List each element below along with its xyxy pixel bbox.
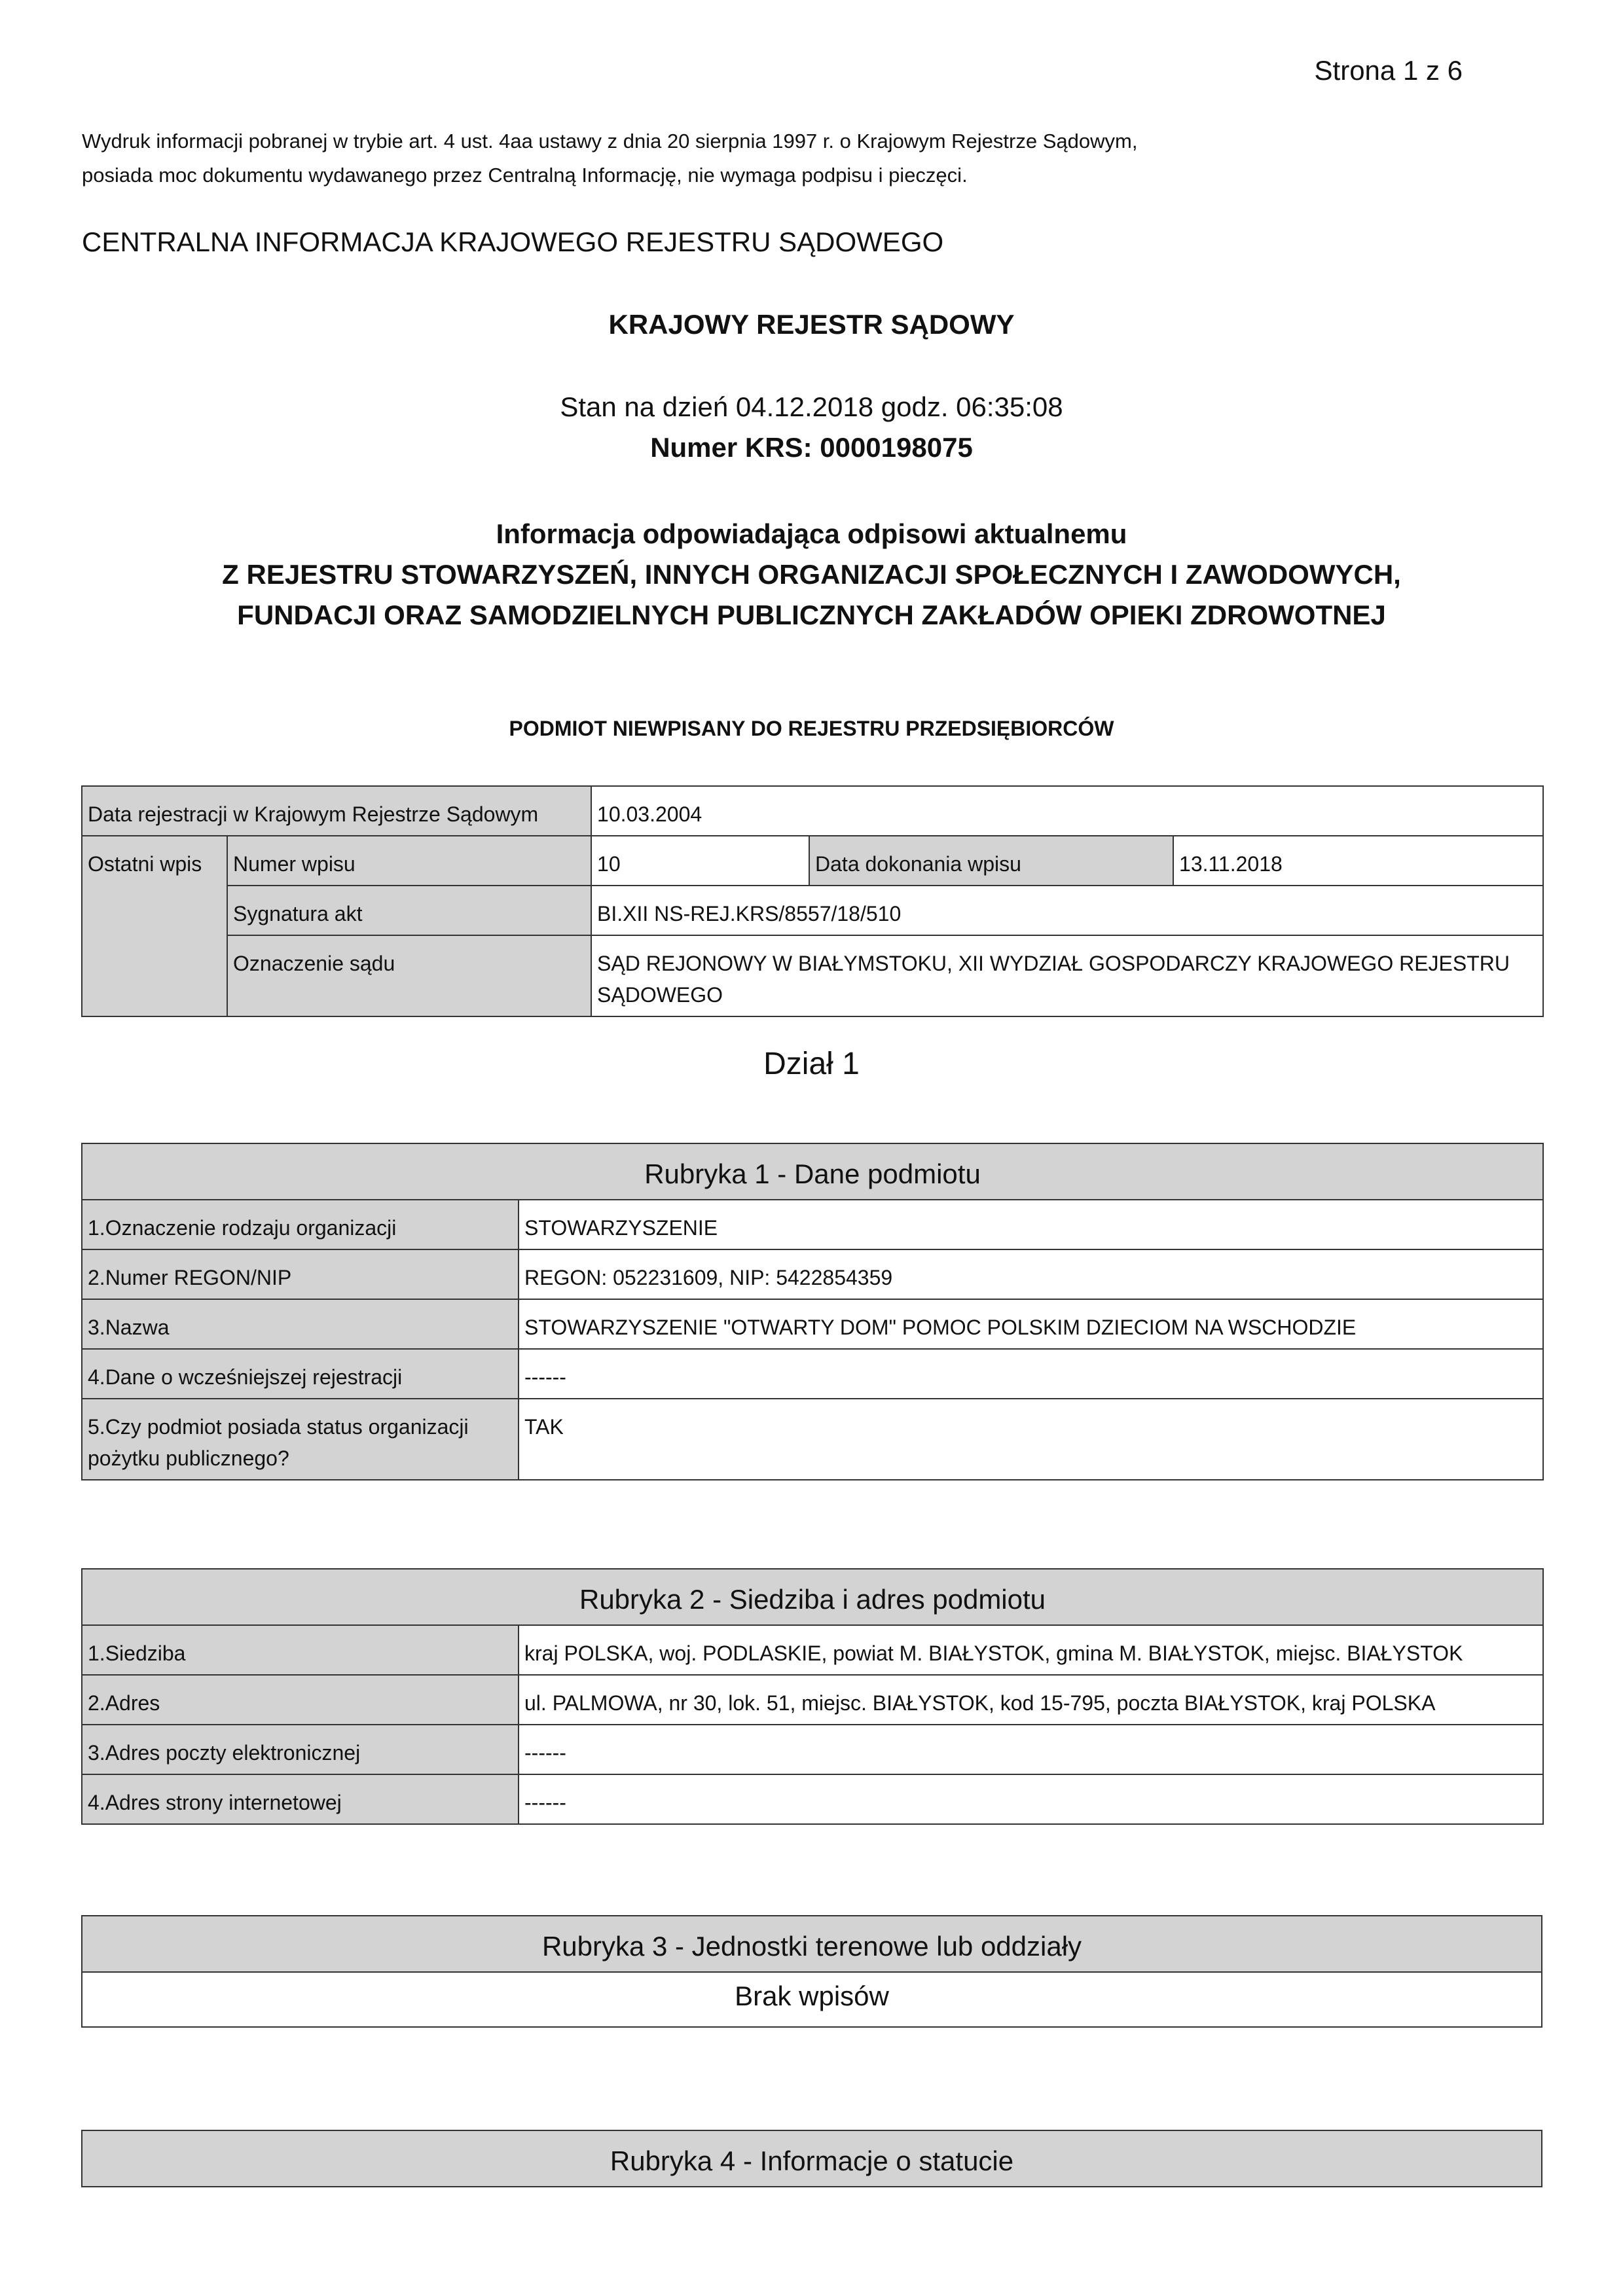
disclaimer [82, 124, 1137, 192]
row-label: 3.Nazwa [82, 1299, 519, 1349]
disclaimer-line-2: posiada moc dokumentu wydawanego przez Centralną Informację, nie wymaga podpisu i pieczęci. [82, 164, 968, 187]
table-header-row [82, 1569, 1543, 1625]
info-line-3: FUNDACJI ORAZ SAMODZIELNYCH PUBLICZNYCH ZAKŁADÓW OPIEKI ZDROWOTNEJ [237, 600, 1386, 630]
signature-value: BI.XII NS-REJ.KRS/8557/18/510 [591, 886, 1543, 935]
court-value: SĄD REJONOWY W BIAŁYMSTOKU, XII WYDZIAŁ GOSPODARCZY KRAJOWEGO REJESTRU SĄDOWEGO [591, 935, 1543, 1016]
table-row [82, 1249, 1543, 1299]
entry-number-label: Numer wpisu [227, 836, 591, 886]
row-value: STOWARZYSZENIE [519, 1200, 1543, 1249]
table-row [82, 1725, 1543, 1774]
row-label: 2.Numer REGON/NIP [82, 1249, 519, 1299]
page-number: Strona 1 z 6 [1314, 55, 1463, 86]
entry-date-label: Data dokonania wpisu [809, 836, 1173, 886]
rubryka-2-table [81, 1568, 1544, 1825]
table-row [82, 1349, 1543, 1399]
entry-date-value: 13.11.2018 [1173, 836, 1543, 886]
entity-status-heading: PODMIOT NIEWPISANY DO REJESTRU PRZEDSIĘBIORCÓW [509, 717, 1114, 740]
table-header-row [82, 2130, 1542, 2187]
signature-label: Sygnatura akt [227, 886, 591, 935]
status-date: Stan na dzień 04.12.2018 godz. 06:35:08 [560, 391, 1063, 422]
table-header-row [82, 1143, 1543, 1200]
last-entry-label: Ostatni wpis [82, 836, 227, 1016]
table-row [82, 886, 1543, 935]
row-value: REGON: 052231609, NIP: 5422854359 [519, 1249, 1543, 1299]
court-label: Oznaczenie sądu [227, 935, 591, 1016]
table-row [82, 836, 1543, 886]
table-header-row [82, 1916, 1542, 1972]
rubryka-1-table [81, 1143, 1544, 1480]
table-row [82, 935, 1543, 1016]
section-heading: Dział 1 [763, 1047, 860, 1081]
info-line-1: Informacja odpowiadająca odpisowi aktualnemu [496, 518, 1127, 549]
row-value: ------ [519, 1774, 1543, 1824]
krs-title: KRAJOWY REJESTR SĄDOWY [608, 309, 1015, 340]
disclaimer-line-1: Wydruk informacji pobranej w trybie art. 4 ust. 4aa ustawy z dnia 20 sierpnia 1997 r. o Krajowym Rejestrze Sądowym, [82, 130, 1138, 152]
table-row [82, 1972, 1542, 2027]
table-row [82, 1200, 1543, 1249]
row-value: ul. PALMOWA, nr 30, lok. 51, miejsc. BIAŁYSTOK, kod 15-795, poczta BIAŁYSTOK, kraj POLSKA [519, 1675, 1543, 1725]
rubryka-3-table [81, 1915, 1542, 2028]
central-information-heading: CENTRALNA INFORMACJA KRAJOWEGO REJESTRU SĄDOWEGO [82, 226, 944, 257]
rubryka-4-title: Rubryka 4 - Informacje o statucie [82, 2130, 1542, 2187]
rubryka-3-title: Rubryka 3 - Jednostki terenowe lub oddziały [82, 1916, 1542, 1972]
table-row [82, 786, 1543, 836]
entry-number-value: 10 [591, 836, 809, 886]
row-value: ------ [519, 1725, 1543, 1774]
table-row [82, 1774, 1543, 1824]
row-label: 3.Adres poczty elektronicznej [82, 1725, 519, 1774]
row-label: 5.Czy podmiot posiada status organizacji pożytku publicznego? [82, 1399, 519, 1480]
table-row [82, 1625, 1543, 1675]
row-label: 1.Siedziba [82, 1625, 519, 1675]
registration-table [81, 785, 1544, 1017]
row-label: 2.Adres [82, 1675, 519, 1725]
row-label: 4.Adres strony internetowej [82, 1774, 519, 1824]
rubryka-4-table [81, 2130, 1542, 2187]
table-row [82, 1399, 1543, 1480]
register-info-heading [0, 514, 1623, 636]
registration-date-label: Data rejestracji w Krajowym Rejestrze Sądowym [82, 786, 591, 836]
row-value: STOWARZYSZENIE "OTWARTY DOM" POMOC POLSKIM DZIECIOM NA WSCHODZIE [519, 1299, 1543, 1349]
row-value: kraj POLSKA, woj. PODLASKIE, powiat M. BIAŁYSTOK, gmina M. BIAŁYSTOK, miejsc. BIAŁYSTOK [519, 1625, 1543, 1675]
no-entries-text: Brak wpisów [82, 1972, 1542, 2027]
krs-number: Numer KRS: 0000198075 [650, 432, 973, 463]
row-label: 1.Oznaczenie rodzaju organizacji [82, 1200, 519, 1249]
row-value: TAK [519, 1399, 1543, 1480]
info-line-2: Z REJESTRU STOWARZYSZEŃ, INNYCH ORGANIZACJI SPOŁECZNYCH I ZAWODOWYCH, [222, 559, 1401, 590]
rubryka-1-title: Rubryka 1 - Dane podmiotu [82, 1143, 1543, 1200]
rubryka-2-title: Rubryka 2 - Siedziba i adres podmiotu [82, 1569, 1543, 1625]
row-value: ------ [519, 1349, 1543, 1399]
table-row [82, 1299, 1543, 1349]
row-label: 4.Dane o wcześniejszej rejestracji [82, 1349, 519, 1399]
registration-date-value: 10.03.2004 [591, 786, 1543, 836]
table-row [82, 1675, 1543, 1725]
